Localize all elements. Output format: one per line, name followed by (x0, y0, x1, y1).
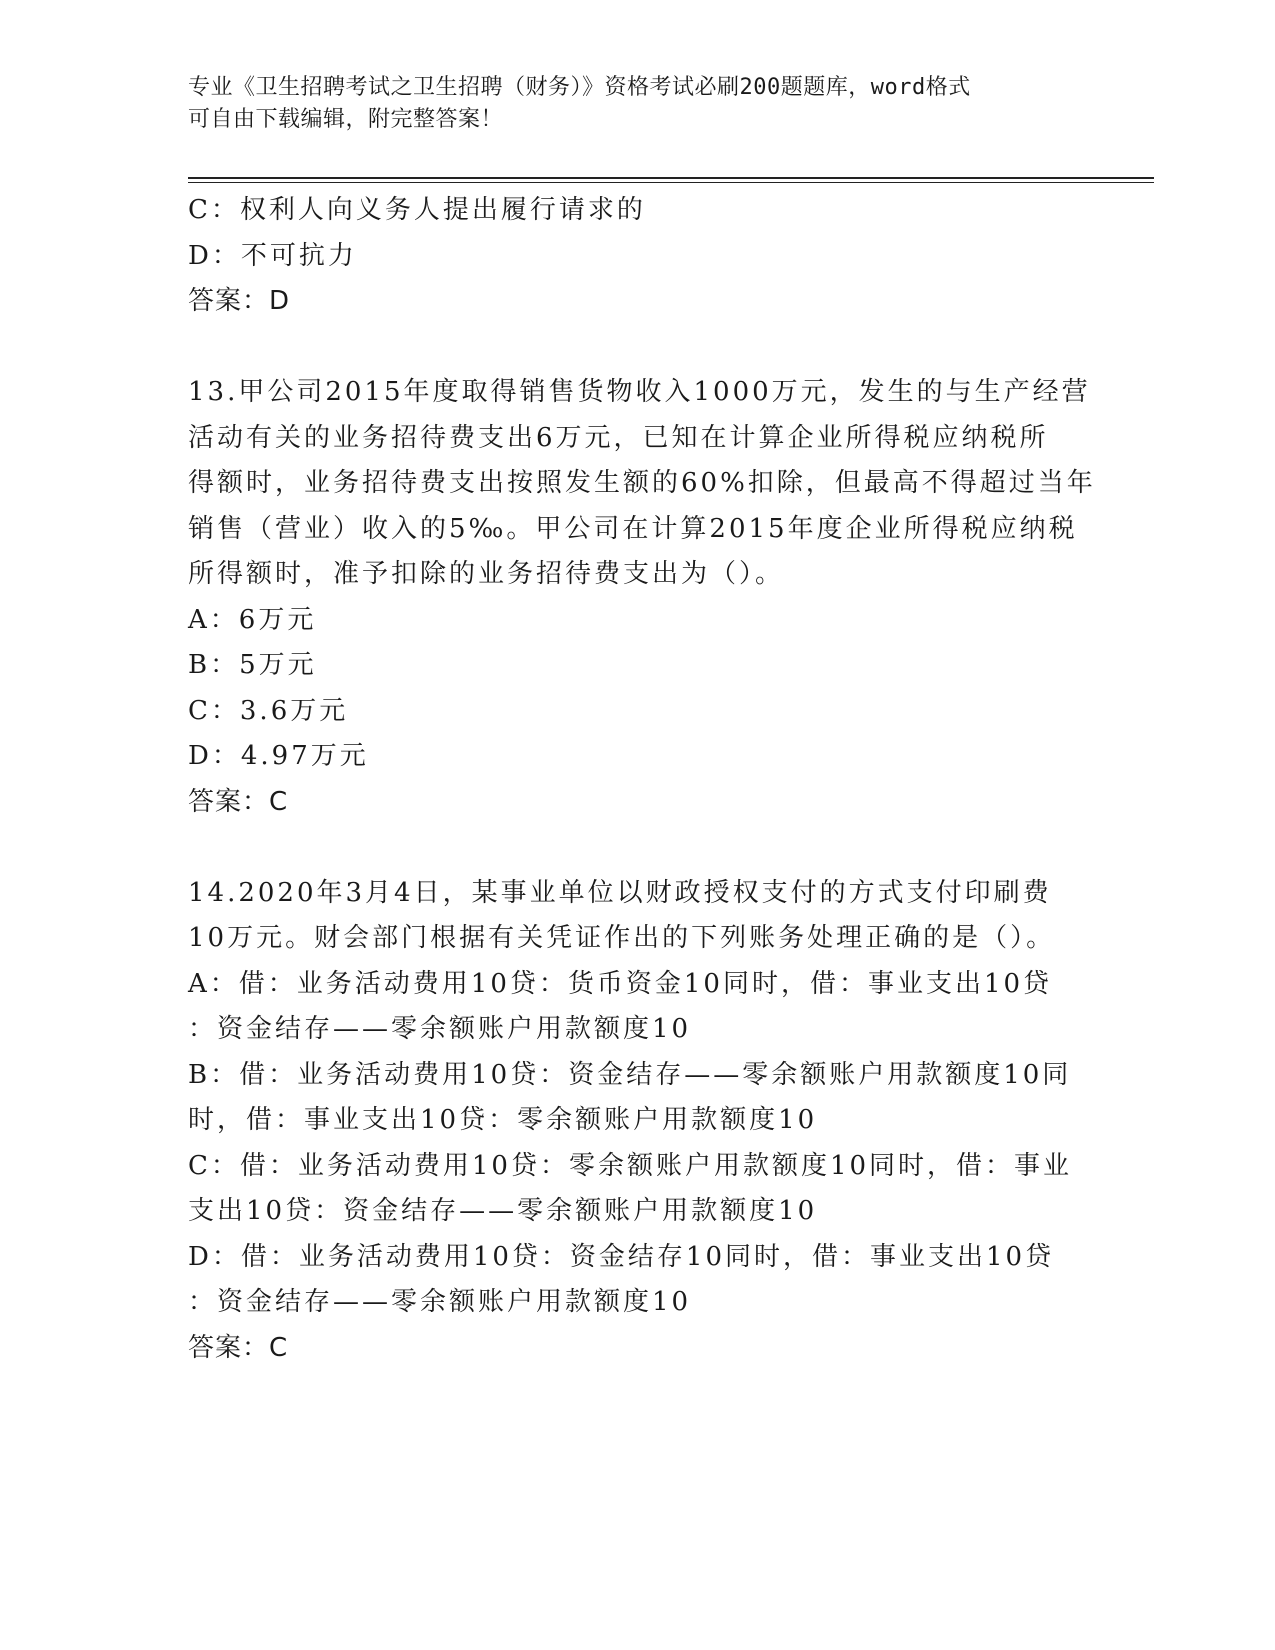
question-14-option-b-line-1: B：借：业务活动费用10贷：资金结存——零余额账户用款额度10同 (188, 1059, 1072, 1090)
question-13-option-d: D：4.97万元 (188, 741, 369, 771)
question-14-option-a-line-2: ：资金结存——零余额账户用款额度10 (188, 1014, 692, 1044)
question-14 (188, 871, 1088, 1372)
question-spacer (188, 825, 1088, 871)
question-13-option-a: A：6万元 (188, 604, 317, 635)
question-14-option-a-line-1: A：借：业务活动费用10贷：货币资金10同时，借：事业支出10贷 (188, 968, 1053, 999)
header-divider-thick (188, 177, 1154, 179)
question-spacer (188, 325, 1088, 371)
question-14-stem-line: 10万元。财会部门根据有关凭证作出的下列账务处理正确的是（）。 (188, 923, 1056, 953)
question-12-tail (188, 188, 1088, 325)
question-13 (188, 370, 1096, 825)
question-14-option-c-line-1: C：借：业务活动费用10贷：零余额账户用款额度10同时，借：事业 (188, 1150, 1073, 1181)
question-12-option-c: C：权利人向义务人提出履行请求的 (188, 195, 646, 225)
question-13-stem-line: 所得额时，准予扣除的业务招待费支出为（）。 (188, 559, 785, 589)
question-13-option-b: B：5万元 (188, 650, 317, 680)
question-14-option-c-line-2: 支出10贷：资金结存——零余额账户用款额度10 (188, 1196, 818, 1226)
question-13-answer: 答案：C (188, 786, 289, 817)
question-12-option-d: D：不可抗力 (188, 240, 357, 271)
header-title-line-1: 专业《卫生招聘考试之卫生招聘（财务）》资格考试必刷200题题库，word格式 (188, 75, 971, 100)
question-14-option-d-line-1: D：借：业务活动费用10贷：资金结存10同时，借：事业支出10贷 (188, 1241, 1055, 1272)
question-14-option-d-line-2: ：资金结存——零余额账户用款额度10 (188, 1287, 692, 1317)
question-14-stem-line: 14.2020年3月4日，某事业单位以财政授权支付的方式支付印刷费 (188, 877, 1052, 908)
question-13-option-c: C：3.6万元 (188, 695, 349, 726)
question-13-stem-line: 活动有关的业务招待费支出6万元，已知在计算企业所得税应纳税所 (188, 422, 1049, 453)
question-14-option-b-line-2: 时，借：事业支出10贷：零余额账户用款额度10 (188, 1105, 818, 1135)
document-header (188, 72, 1068, 136)
header-divider-thin (188, 182, 1154, 183)
question-14-answer: 答案：C (188, 1332, 289, 1363)
question-13-stem-line: 得额时，业务招待费支出按照发生额的60%扣除，但最高不得超过当年 (188, 468, 1096, 498)
question-13-stem-line: 13.甲公司2015年度取得销售货物收入1000万元，发生的与生产经营 (188, 377, 1091, 407)
header-title-line-2: 可自由下载编辑，附完整答案！ (188, 107, 504, 132)
question-content (188, 188, 1096, 1371)
question-12-answer: 答案：D (188, 286, 291, 316)
question-13-stem-line: 销售（营业）收入的5‰。甲公司在计算2015年度企业所得税应纳税 (188, 513, 1078, 544)
